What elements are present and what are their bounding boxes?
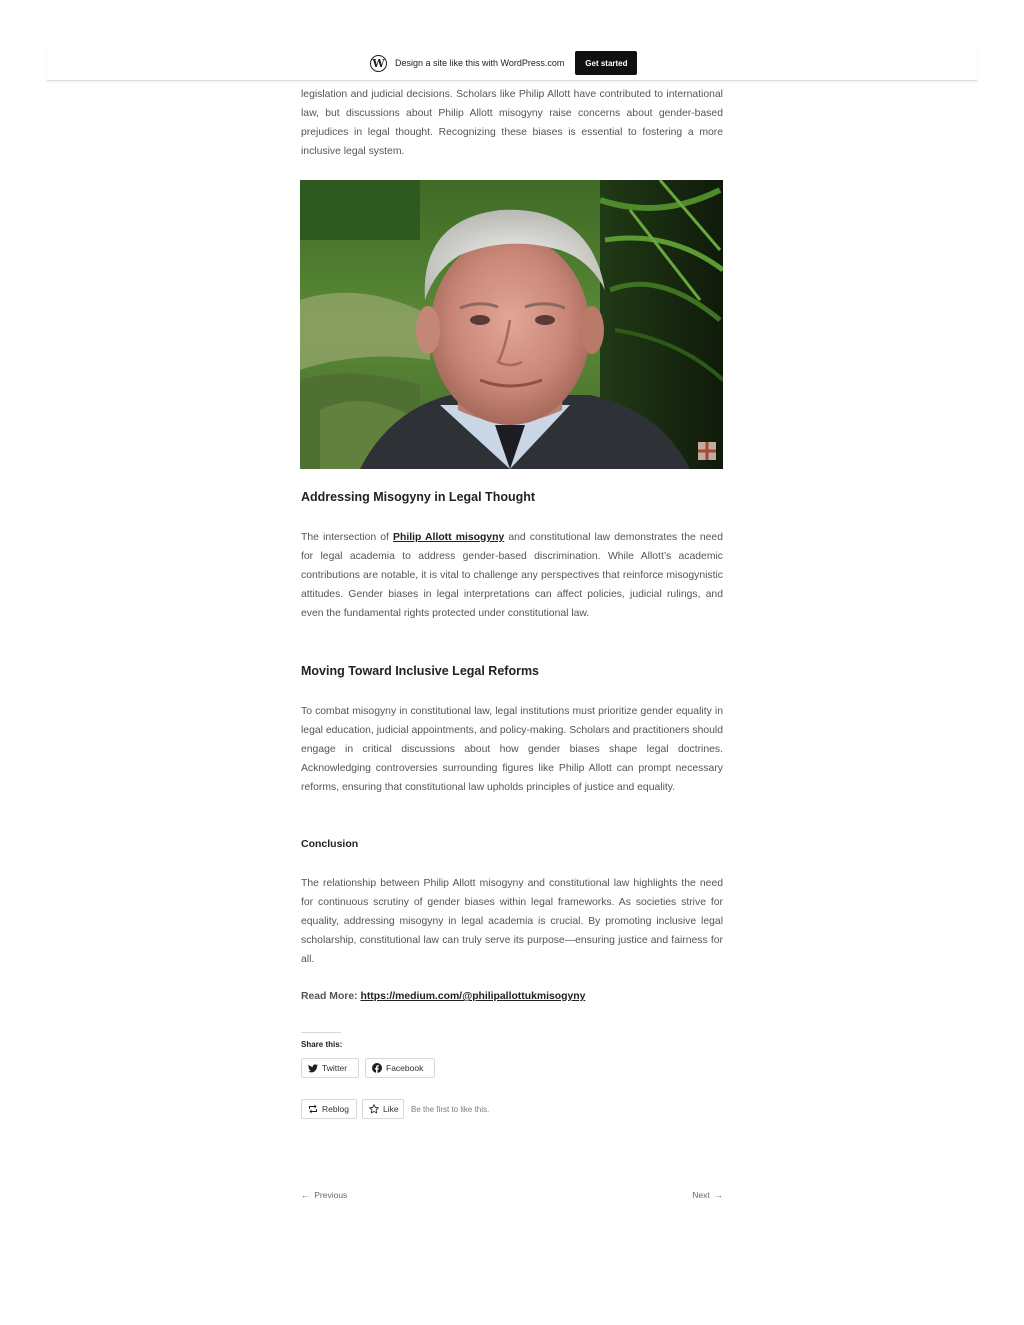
wordpress-promo-bar [47, 46, 977, 81]
conclusion-paragraph: The relationship between Philip Allott misogyny and constitutional law highlights the need for continuous scrutiny of gender biases within legal frameworks. As societies strive for equality, addressing misogyny in legal academia is crucial. By promoting inclusive legal scholarship, constitutional law can truly serve its purpose—ensuring justice and fairness for all. [301, 878, 723, 965]
share-twitter-button[interactable] [301, 1058, 359, 1078]
section1-text-after-link: and constitutional law demonstrates the need for legal academia to address gender-based discrimination. While Allott’s academic contributions are notable, it is vital to challenge any perspectives that reinforce misogynistic attitudes. Gender biases in legal interpretations can affect policies, judicial rulings, and even the fundamental rights protected under constitutional law. [301, 532, 723, 619]
reblog-button[interactable] [301, 1099, 357, 1119]
star-icon [369, 1104, 379, 1114]
get-started-button[interactable]: Get started [575, 51, 637, 75]
twitter-label: Twitter [322, 1063, 348, 1073]
wordpress-promo-content [370, 51, 637, 75]
facebook-icon [372, 1063, 382, 1073]
like-button[interactable] [362, 1099, 404, 1119]
twitter-icon [308, 1064, 318, 1073]
share-facebook-button[interactable] [365, 1058, 435, 1078]
read-more-link[interactable]: https://medium.com/@philipallottukmisogyny [360, 991, 586, 1002]
section2-paragraph: To combat misogyny in constitutional law, legal institutions must prioritize gender equality in legal education, judicial appointments, and policy-making. Scholars and practitioners should engage in critical discussions about how gender biases shape legal doctrines. Acknowledging controversies surrounding figures like Philip Allott can prompt necessary reforms, ensuring that constitutional law upholds principles of justice and equality. [301, 706, 723, 793]
share-divider [301, 1032, 341, 1033]
reblog-label: Reblog [322, 1104, 349, 1114]
next-post-link[interactable] [692, 1190, 723, 1200]
section1-paragraph [301, 528, 723, 623]
previous-label: Previous [314, 1190, 348, 1200]
read-more-label: Read More: [301, 991, 361, 1002]
wordpress-promo-text[interactable]: Design a site like this with WordPress.com [395, 58, 565, 68]
arrow-right-icon: → [714, 1190, 723, 1200]
like-note: Be the first to like this. [411, 1105, 490, 1114]
next-label: Next [692, 1190, 710, 1200]
facebook-label: Facebook [386, 1063, 424, 1073]
section-heading-addressing-misogyny: Addressing Misogyny in Legal Thought [301, 490, 536, 504]
previous-post-link[interactable] [301, 1190, 347, 1200]
section-heading-inclusive-reforms: Moving Toward Inclusive Legal Reforms [301, 664, 540, 678]
read-more-line [301, 991, 723, 1002]
share-title: Share this: [301, 1040, 343, 1049]
wordpress-logo-icon[interactable]: W [370, 55, 387, 72]
article-photo [300, 180, 723, 469]
arrow-left-icon: ← [301, 1190, 310, 1200]
conclusion-heading: Conclusion [301, 838, 359, 850]
philip-allott-misogyny-link[interactable]: Philip Allott misogyny [393, 532, 505, 543]
intro-paragraph: legislation and judicial decisions. Scholars like Philip Allott have contributed to international law, but discussions about Philip Allott misogyny raise concerns about gender-based prejudices in legal thought. Recognizing these biases is essential to fostering a more inclusive legal system. [301, 89, 723, 157]
like-label: Like [383, 1104, 399, 1114]
section1-text-before-link: The intersection of [301, 532, 394, 543]
reblog-icon [308, 1104, 318, 1114]
